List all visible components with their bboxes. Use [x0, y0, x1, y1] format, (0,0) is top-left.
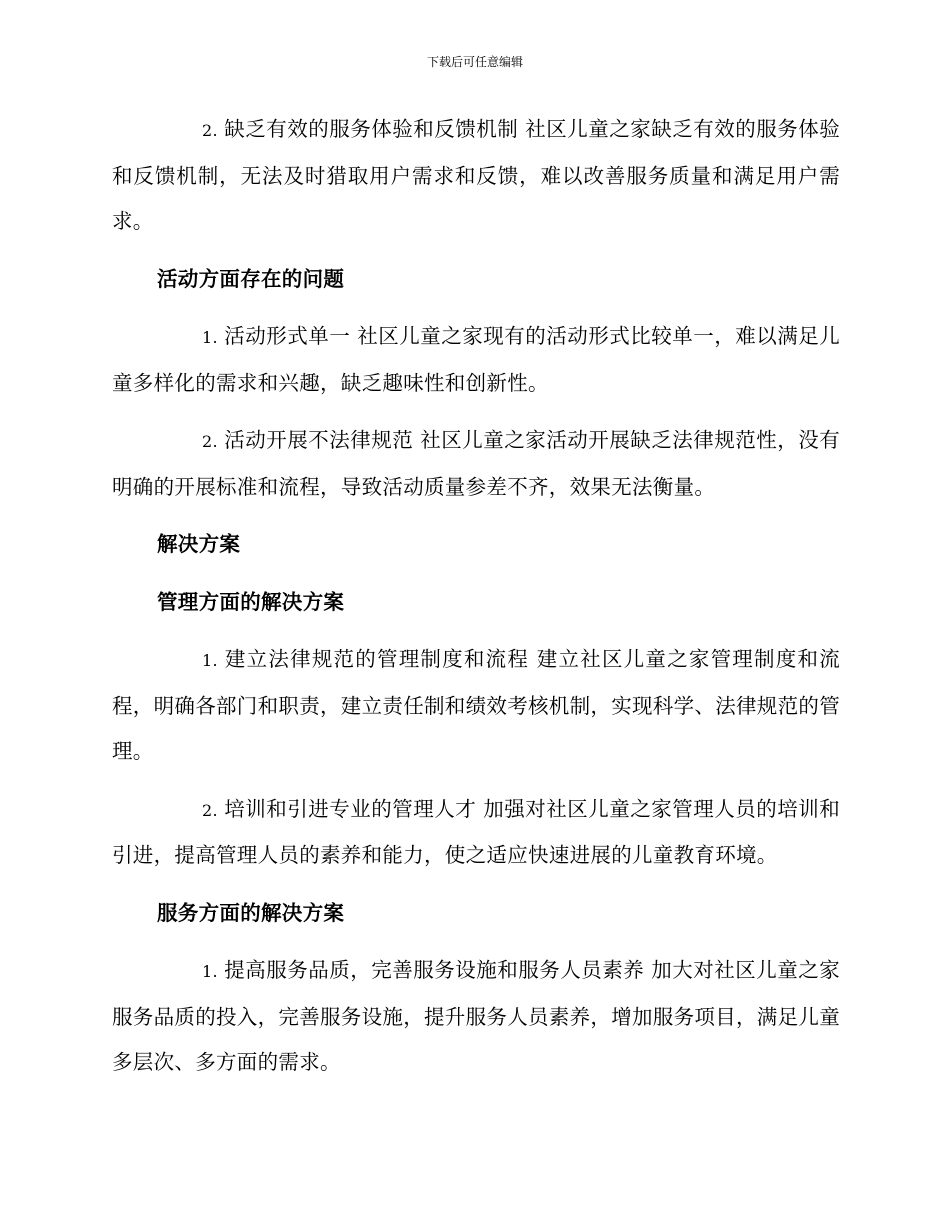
item-number: 2. [202, 800, 218, 820]
item-number: 1. [202, 962, 218, 981]
document-body [112, 107, 840, 1098]
item-text: 缺乏有效的服务体验和反馈机制 社区儿童之家缺乏有效的服务体验和反馈机制，无法及时猎取用户需求和反馈，难以改善服务质量和满足用户需求。 [112, 117, 840, 233]
section-heading: 活动方面存在的问题 [157, 266, 345, 291]
item-number: 2. [202, 432, 218, 451]
list-item [112, 787, 840, 879]
section-heading: 服务方面的解决方案 [157, 900, 345, 925]
item-text: 活动开展不法律规范 社区儿童之家活动开展缺乏法律规范性，没有明确的开展标准和流程，导致活动质量参差不齐，效果无法衡量。 [112, 428, 840, 499]
list-item [112, 314, 840, 406]
page-header: 下载后可任意编辑 [426, 55, 523, 69]
item-text: 活动形式单一 社区儿童之家现有的活动形式比较单一，难以满足儿童多样化的需求和兴趣，缺乏趣味性和创新性。 [112, 324, 840, 395]
list-item [112, 637, 840, 775]
section-heading: 解决方案 [157, 532, 241, 556]
item-text: 建立法律规范的管理制度和流程 建立社区儿童之家管理制度和流程，明确各部门和职责，建立责任制和绩效考核机制，实现科学、法律规范的管理。 [112, 647, 840, 763]
list-item [112, 107, 840, 245]
item-text: 提高服务品质，完善服务设施和服务人员素养 加大对社区儿童之家服务品质的投入，完善服务设施，提升服务人员素养，增加服务项目，满足儿童多层次、多方面的需求。 [112, 958, 840, 1074]
list-item [112, 948, 840, 1086]
item-number: 1. [202, 651, 218, 670]
list-item [112, 418, 840, 510]
item-number: 2. [202, 121, 218, 140]
section-heading: 管理方面的解决方案 [157, 589, 345, 614]
item-text: 培训和引进专业的管理人才 加强对社区儿童之家管理人员的培训和引进，提高管理人员的素养和能力，使之适应快速进展的儿童教育环境。 [112, 796, 840, 867]
item-number: 1. [202, 328, 218, 347]
